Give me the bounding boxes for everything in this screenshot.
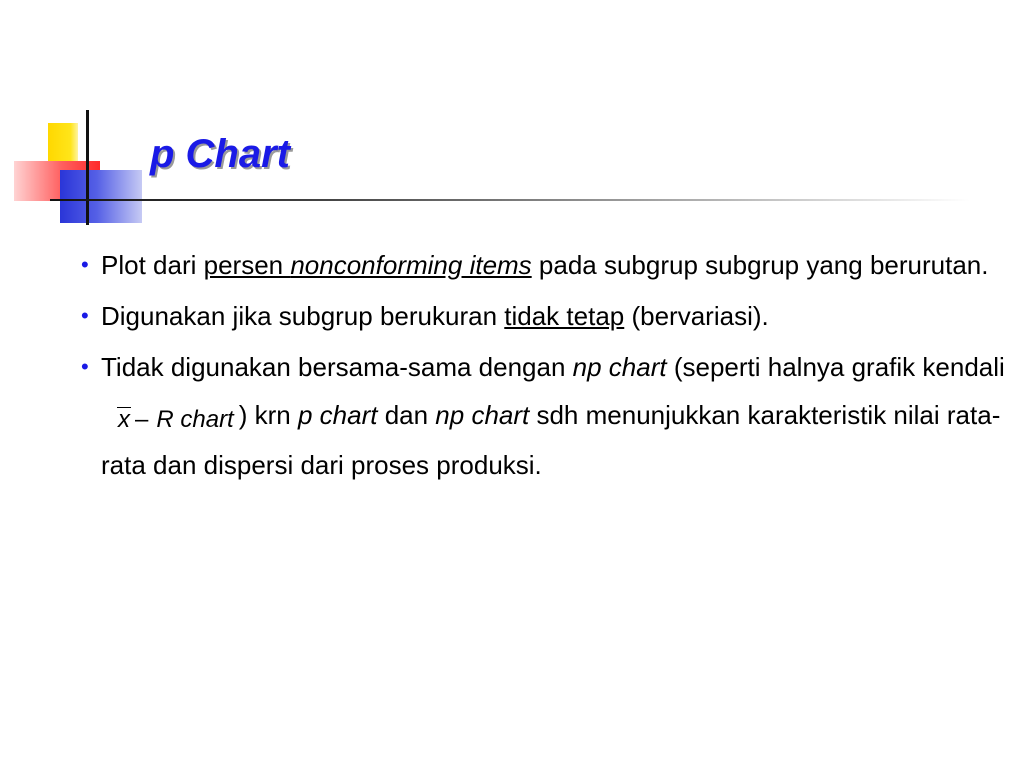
formula-chart: chart: [173, 406, 234, 433]
bullet-text: ) krn: [238, 400, 298, 430]
bullet-item-plot: [78, 241, 1008, 289]
bullet-dot-icon: •: [81, 252, 89, 277]
bullet-text: pada subgrup subgrup yang berurutan.: [531, 250, 989, 280]
underlined-italic-term: nonconforming items: [290, 250, 532, 280]
formula-xbar: x: [118, 406, 130, 433]
bullet-dot-icon: •: [81, 303, 89, 328]
formula-r: R: [156, 406, 174, 433]
bullet-item-usage: [78, 292, 1008, 340]
xbar-r-chart-formula: [117, 396, 234, 444]
bullet-list: [78, 241, 1008, 492]
underlined-term: tidak tetap: [504, 301, 625, 331]
bullet-text: sdh menunjukkan karakteristik nilai rata-rata dan dispersi dari proses produksi.: [101, 400, 1001, 480]
italic-term: np chart: [435, 400, 530, 430]
title-underline-rule: [50, 199, 970, 201]
bullet-text: (bervariasi).: [624, 301, 769, 331]
slide-title: p Chart: [150, 132, 290, 176]
bullet-text: Digunakan jika subgrup berukuran: [101, 301, 505, 331]
bullet-dot-icon: •: [81, 354, 89, 379]
decor-blue-square: [60, 170, 142, 223]
formula-minus: –: [135, 406, 149, 433]
bullet-text: dan: [377, 400, 436, 430]
decor-vertical-rule: [86, 110, 89, 225]
bullet-item-not-used: [78, 343, 1008, 489]
bullet-text: (seperti halnya grafik kendali: [666, 352, 1005, 382]
bullet-text: Tidak digunakan bersama-sama dengan: [101, 352, 573, 382]
italic-term: p chart: [297, 400, 378, 430]
underlined-term: persen: [203, 250, 291, 280]
bullet-text: Plot dari: [101, 250, 204, 280]
italic-term: np chart: [572, 352, 667, 382]
